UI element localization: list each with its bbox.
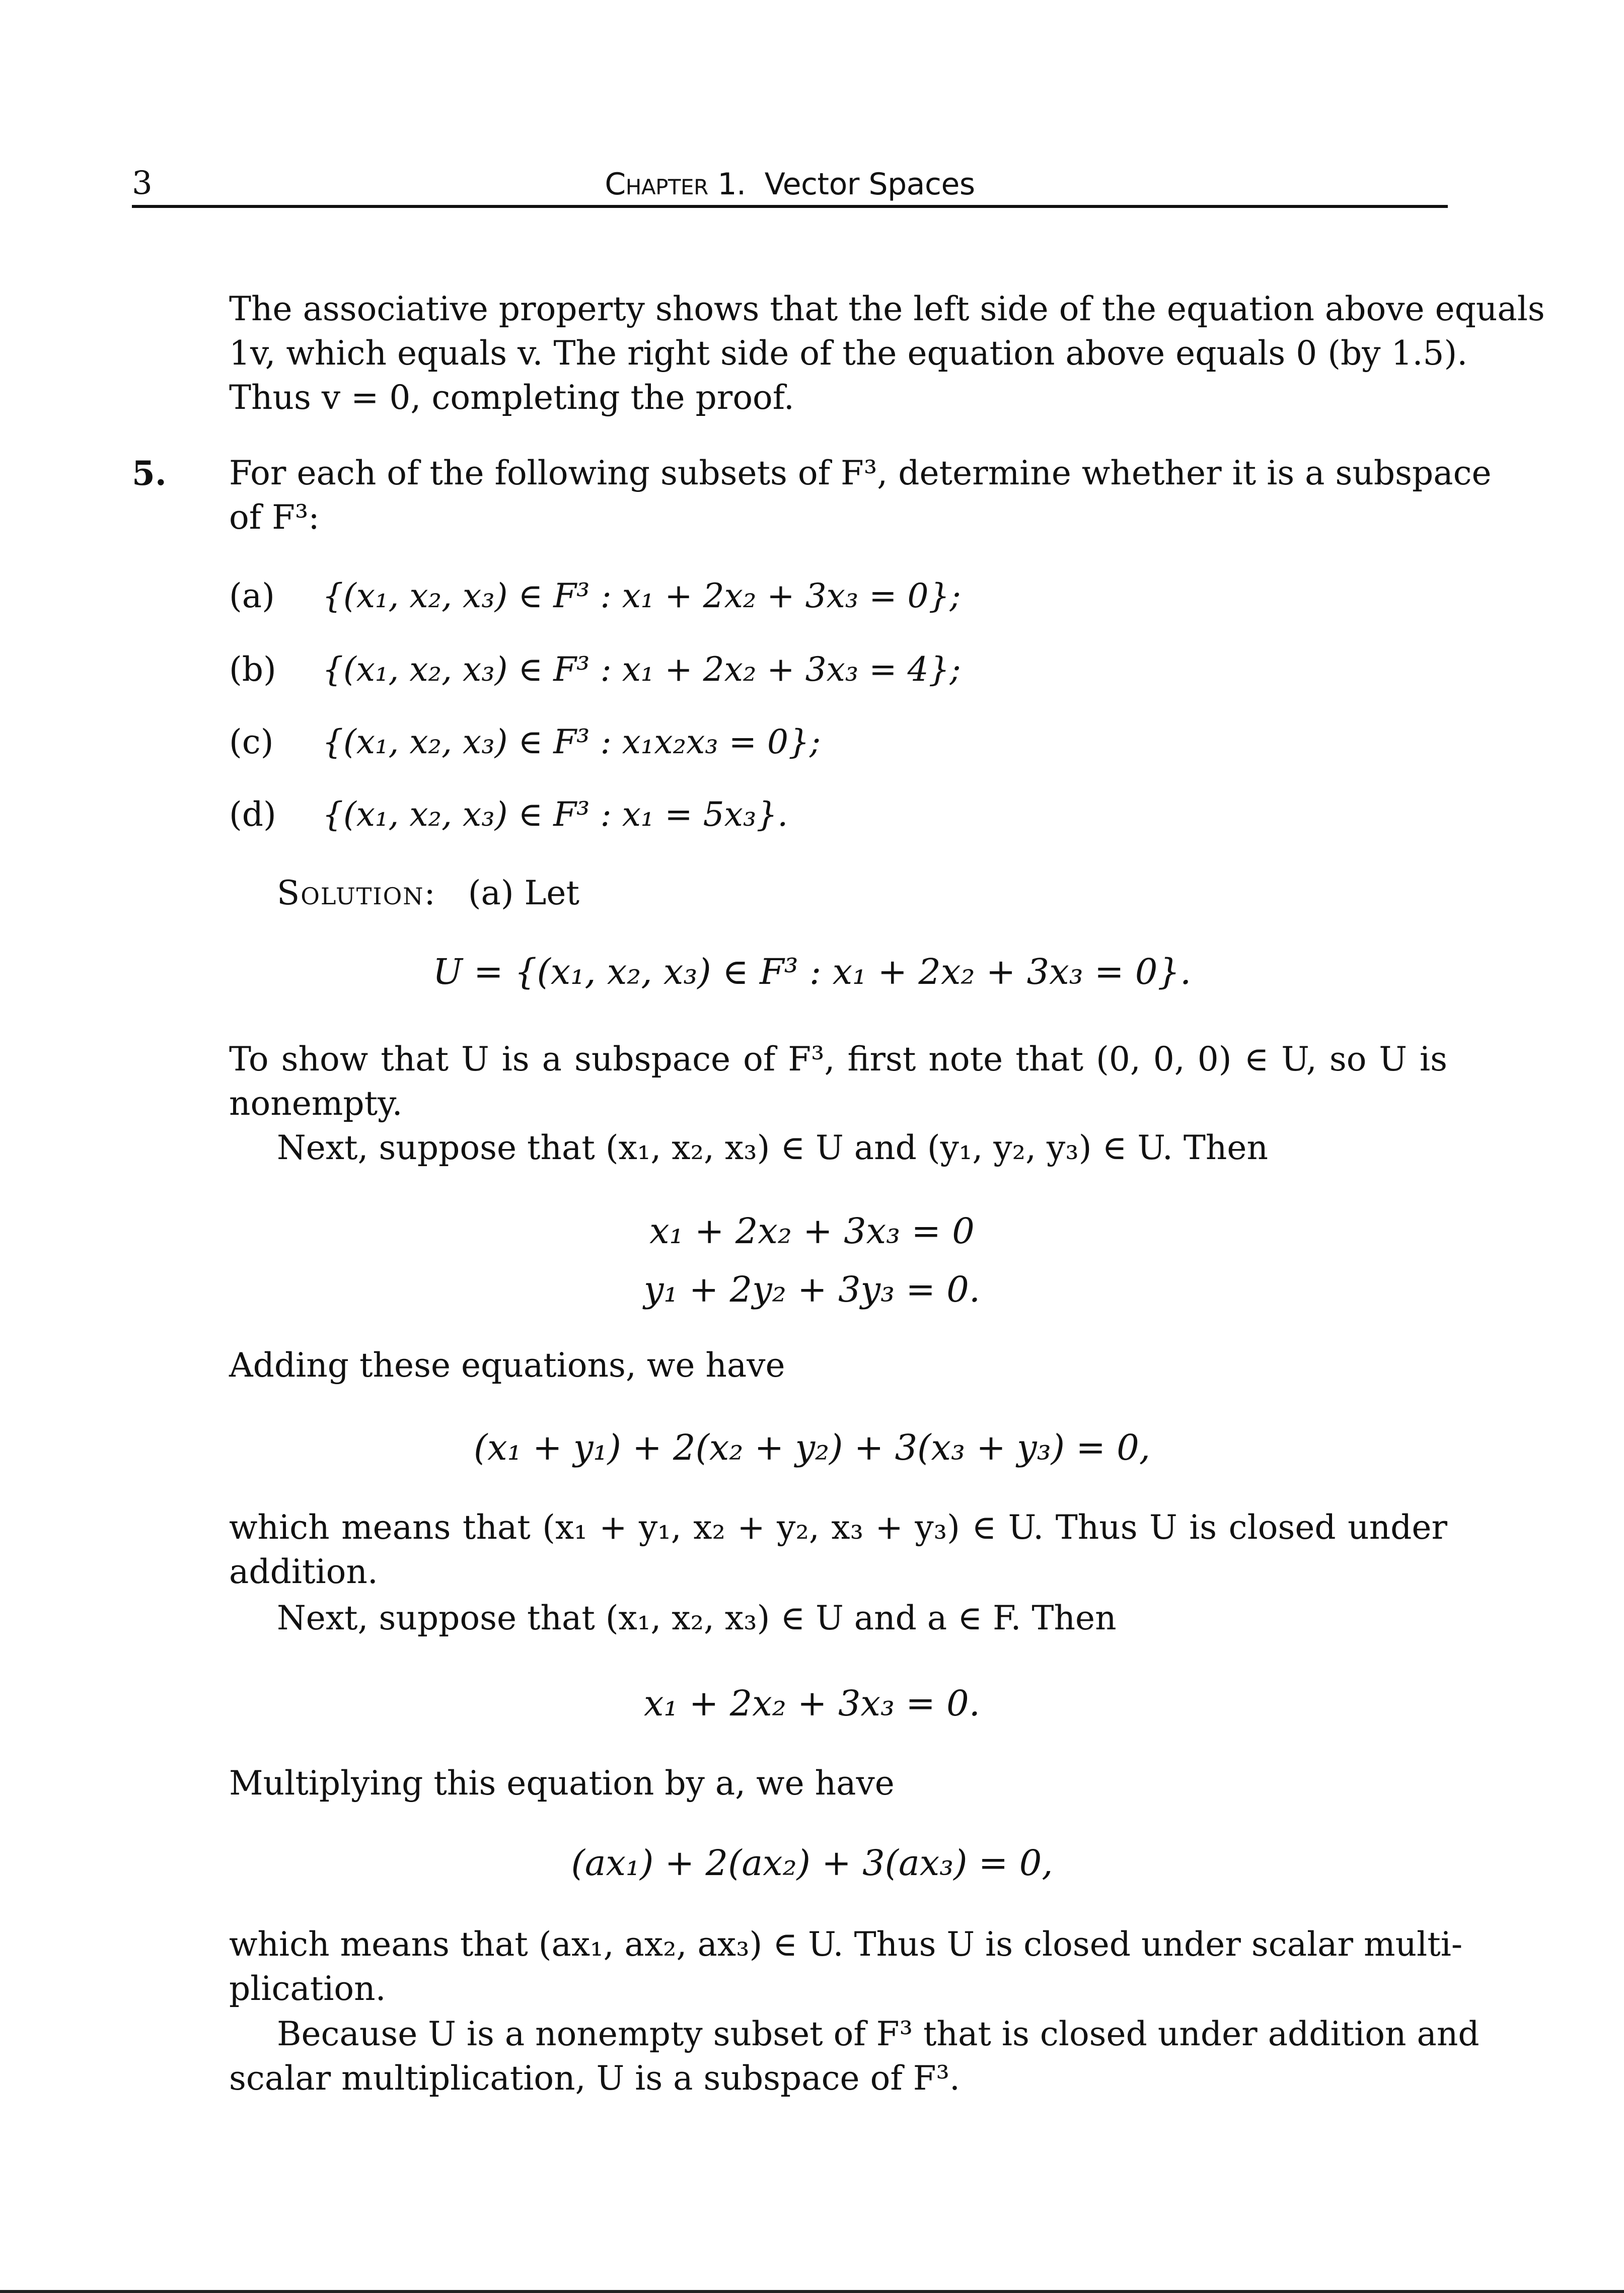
part-a-label: (a) xyxy=(229,577,275,615)
intro-line-2: 1v, which equals v. The right side of the equation above equals 0 (by 1.5). xyxy=(229,334,1468,373)
equation-single: x₁ + 2x₂ + 3x₃ = 0. xyxy=(644,1683,980,1724)
problem-statement-line-1: For each of the following subsets of F³, determine whether it is a subspace xyxy=(229,454,1492,492)
part-b-label: (b) xyxy=(229,650,276,689)
paragraph-suppose-scalar: Next, suppose that (x₁, x₂, x₃) ∈ U and a ∈ F. Then xyxy=(277,1599,1117,1637)
paragraph-conclusion-line-1: Because U is a nonempty subset of F³ that is closed under addition and xyxy=(277,2015,1480,2053)
chapter-heading xyxy=(132,165,1448,202)
intro-line-1: The associative property shows that the left side of the equation above equals xyxy=(229,290,1545,328)
equation-scaled: (ax₁) + 2(ax₂) + 3(ax₃) = 0, xyxy=(571,1842,1053,1884)
part-b-set: {(x₁, x₂, x₃) ∈ F³ : x₁ + 2x₂ + 3x₃ = 4}; xyxy=(322,650,961,689)
problem-number: 5. xyxy=(132,454,167,493)
paragraph-closed-scalar-line-2: plication. xyxy=(229,1969,386,2008)
paragraph-adding: Adding these equations, we have xyxy=(229,1346,785,1385)
equation-y: y₁ + 2y₂ + 3y₃ = 0. xyxy=(643,1269,981,1310)
equation-sum: (x₁ + y₁) + 2(x₂ + y₂) + 3(x₃ + y₃) = 0, xyxy=(473,1427,1151,1468)
part-c-label: (c) xyxy=(229,723,274,761)
intro-line-3: Thus v = 0, completing the proof. xyxy=(229,378,794,417)
chapter-title: Vector Spaces xyxy=(764,167,975,202)
paragraph-nonempty-line-1: To show that U is a subspace of F³, first note that (0, 0, 0) ∈ U, so U is xyxy=(229,1040,1447,1079)
header-rule xyxy=(132,205,1448,208)
paragraph-closed-scalar-line-1: which means that (ax₁, ax₂, ax₃) ∈ U. Thus U is closed under scalar multi- xyxy=(229,1925,1463,1964)
bottom-edge-line xyxy=(0,2290,1624,2293)
paragraph-conclusion-line-2: scalar multiplication, U is a subspace of F³. xyxy=(229,2059,960,2098)
part-a-set: {(x₁, x₂, x₃) ∈ F³ : x₁ + 2x₂ + 3x₃ = 0}; xyxy=(322,577,961,615)
solution-lead: (a) Let xyxy=(468,874,579,912)
paragraph-closed-addition-line-1: which means that (x₁ + y₁, x₂ + y₂, x₃ + y₃) ∈ U. Thus U is closed under xyxy=(229,1508,1447,1547)
solution-label: Solution: xyxy=(277,874,436,912)
paragraph-nonempty-line-2: nonempty. xyxy=(229,1084,403,1123)
running-header xyxy=(132,160,1448,210)
problem-statement-line-2: of F³: xyxy=(229,498,320,537)
part-d-label: (d) xyxy=(229,795,276,834)
solution-heading xyxy=(277,871,579,915)
part-d-set: {(x₁, x₂, x₃) ∈ F³ : x₁ = 5x₃}. xyxy=(322,795,788,834)
equation-define-U: U = {(x₁, x₂, x₃) ∈ F³ : x₁ + 2x₂ + 3x₃ = 0}. xyxy=(432,951,1192,992)
equation-x: x₁ + 2x₂ + 3x₃ = 0 xyxy=(649,1210,975,1252)
paragraph-closed-addition-line-2: addition. xyxy=(229,1552,378,1591)
chapter-label: Chapter 1. xyxy=(605,167,746,202)
part-c-set: {(x₁, x₂, x₃) ∈ F³ : x₁x₂x₃ = 0}; xyxy=(322,723,821,761)
paragraph-suppose-add: Next, suppose that (x₁, x₂, x₃) ∈ U and (y₁, y₂, y₃) ∈ U. Then xyxy=(277,1128,1268,1167)
page-number: 3 xyxy=(132,165,153,202)
paragraph-multiplying: Multiplying this equation by a, we have xyxy=(229,1764,895,1803)
